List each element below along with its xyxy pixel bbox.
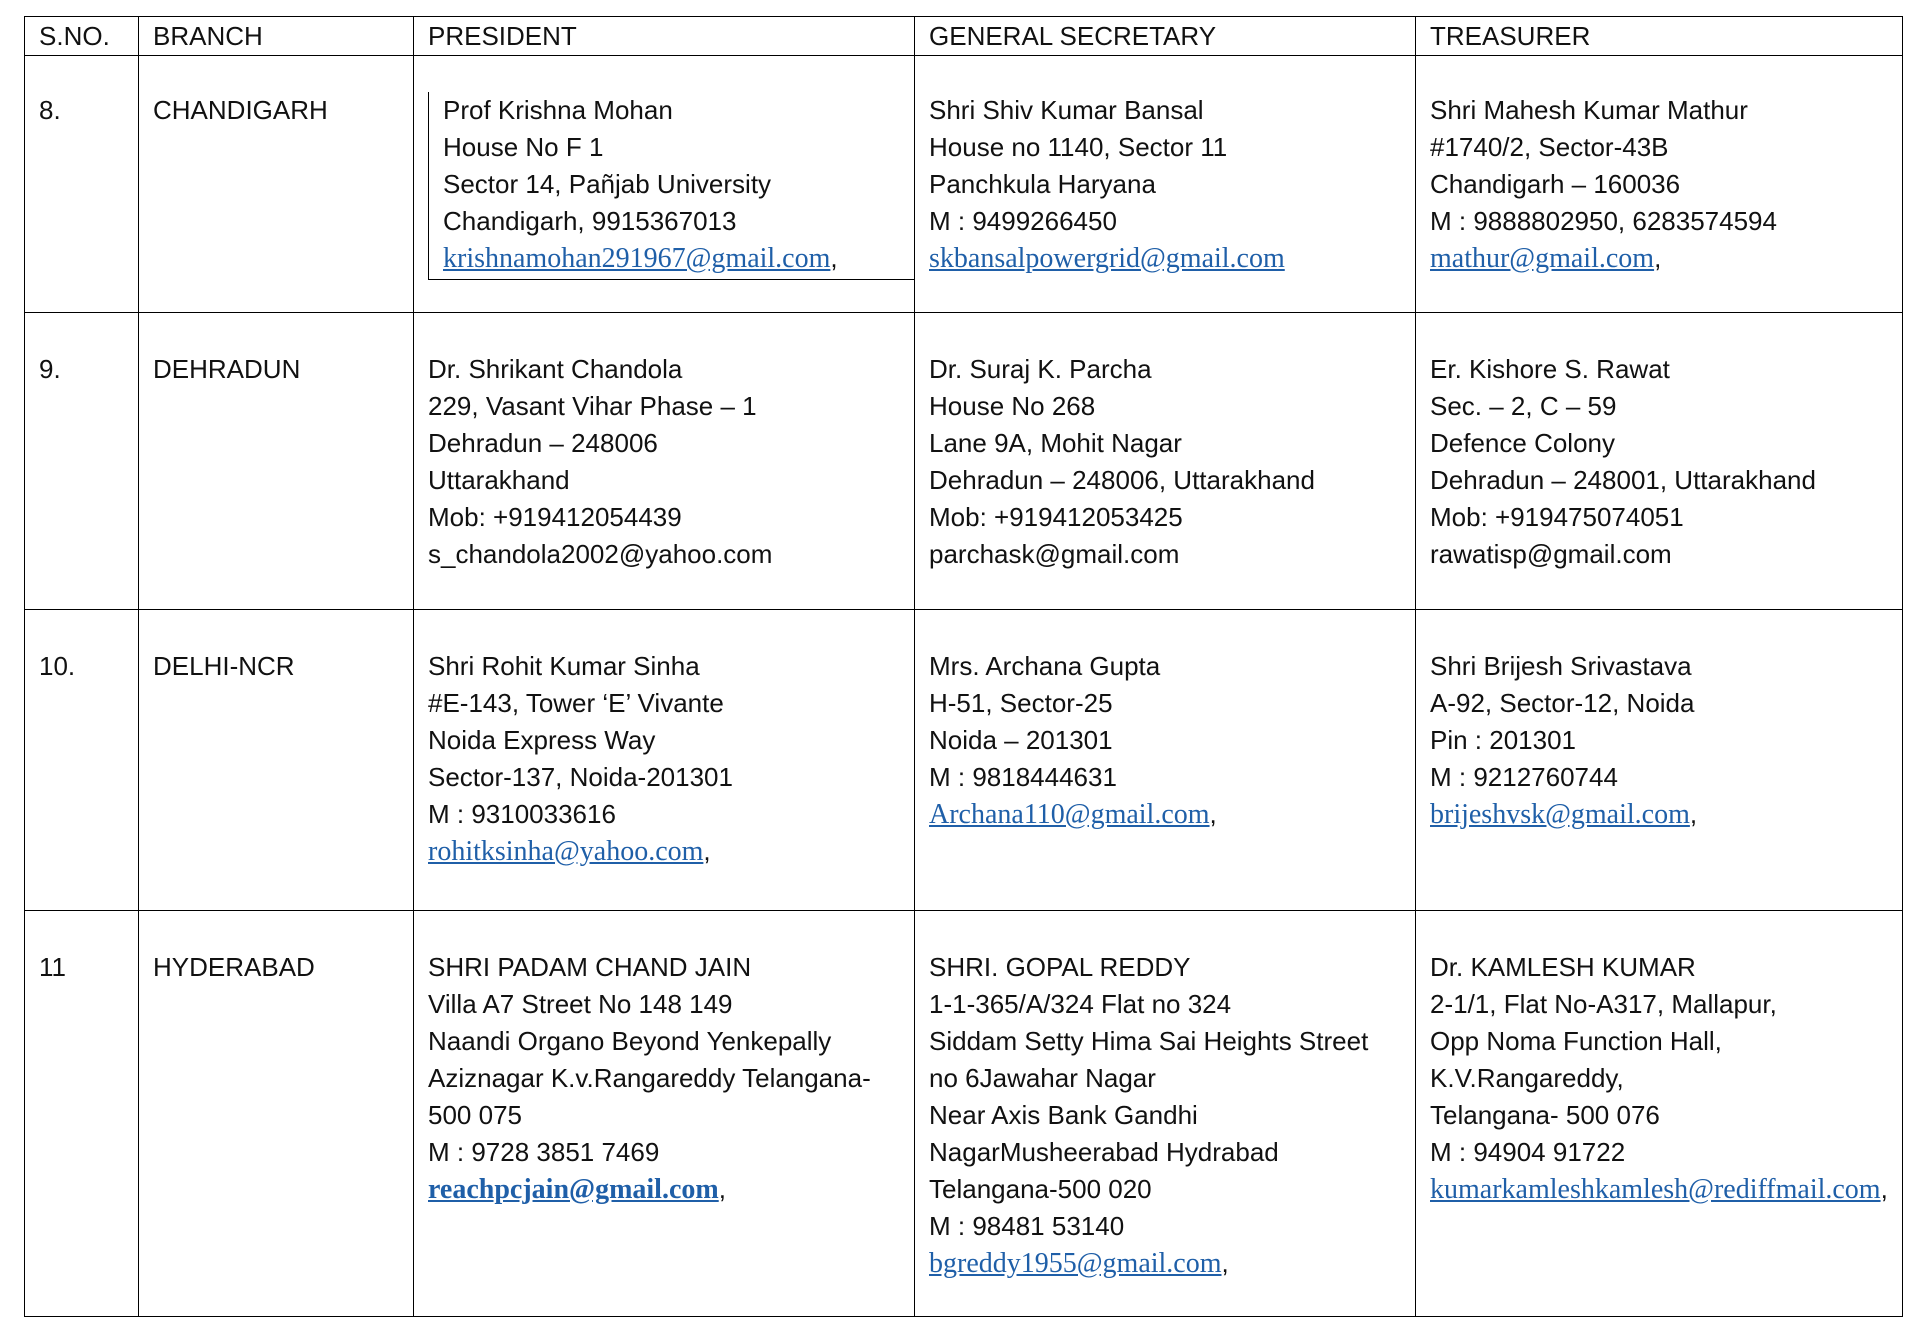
contact-line: M : 9212760744 — [1430, 762, 1618, 792]
contact-line: Dehradun – 248001, Uttarakhand — [1430, 465, 1816, 495]
email-link[interactable]: brijeshvsk@gmail.com — [1430, 799, 1690, 830]
contact-line: Opp Noma Function Hall, — [1430, 1026, 1722, 1056]
contact-line: Shri Brijesh Srivastava — [1430, 651, 1692, 681]
contact-email: s_chandola2002@yahoo.com — [428, 539, 773, 569]
contact-line: Near Axis Bank Gandhi — [929, 1100, 1198, 1130]
contact-line: #1740/2, Sector-43B — [1430, 132, 1669, 162]
contact-line: Siddam Setty Hima Sai Heights Street — [929, 1026, 1369, 1056]
contact-line: Villa A7 Street No 148 149 — [428, 989, 733, 1019]
table-row — [25, 911, 1903, 1317]
email-link[interactable]: krishnamohan291967@gmail.com — [443, 243, 831, 274]
contact-line: Chandigarh – 160036 — [1430, 169, 1681, 199]
branch-name: HYDERABAD — [153, 952, 315, 982]
table-row — [25, 313, 1903, 610]
president-contact-box — [428, 92, 914, 280]
header-sno: S.NO. — [25, 17, 139, 56]
general-secretary-cell — [915, 56, 1416, 313]
contact-line: Dr. KAMLESH KUMAR — [1430, 952, 1696, 982]
contact-line: Noida Express Way — [428, 725, 656, 755]
header-president: PRESIDENT — [414, 17, 915, 56]
contact-line: Er. Kishore S. Rawat — [1430, 354, 1670, 384]
contact-line: House No F 1 — [443, 132, 604, 162]
sno-cell — [25, 313, 139, 610]
contact-line: M : 9818444631 — [929, 762, 1117, 792]
contact-line: 2-1/1, Flat No-A317, Mallapur, — [1430, 989, 1777, 1019]
email-link[interactable]: rohitksinha@yahoo.com — [428, 836, 704, 867]
contact-line: Sec. – 2, C – 59 — [1430, 391, 1617, 421]
branch-office-bearers-table — [24, 16, 1903, 1317]
contact-line: Lane 9A, Mohit Nagar — [929, 428, 1182, 458]
contact-line: no 6Jawahar Nagar — [929, 1063, 1156, 1093]
contact-line: 500 075 — [428, 1100, 522, 1130]
contact-line: Shri Shiv Kumar Bansal — [929, 95, 1204, 125]
sno-value: 8. — [39, 95, 61, 125]
contact-line: M : 9728 3851 7469 — [428, 1137, 660, 1167]
contact-line: Noida – 201301 — [929, 725, 1113, 755]
president-cell — [414, 610, 915, 911]
general-secretary-cell — [915, 313, 1416, 610]
contact-line: Shri Mahesh Kumar Mathur — [1430, 95, 1748, 125]
table-row — [25, 56, 1903, 313]
contact-email: rawatisp@gmail.com — [1430, 539, 1672, 569]
email-trail: , — [1221, 1248, 1229, 1278]
president-cell — [414, 313, 915, 610]
contact-line: Defence Colony — [1430, 428, 1615, 458]
contact-line: Chandigarh, 9915367013 — [443, 206, 737, 236]
contact-line: Telangana- 500 076 — [1430, 1100, 1660, 1130]
contact-line: M : 94904 91722 — [1430, 1137, 1626, 1167]
general-secretary-cell — [915, 610, 1416, 911]
email-link[interactable]: Archana110@gmail.com — [929, 799, 1210, 830]
general-secretary-cell — [915, 911, 1416, 1317]
email-trail: , — [703, 836, 711, 866]
table-header-row — [25, 17, 1903, 56]
email-trail: , — [1654, 243, 1662, 273]
email-link[interactable]: kumarkamleshkamlesh@rediffmail.com — [1430, 1174, 1881, 1205]
contact-line: M : 9888802950, 6283574594 — [1430, 206, 1777, 236]
contact-line: M : 9499266450 — [929, 206, 1117, 236]
contact-line: 229, Vasant Vihar Phase – 1 — [428, 391, 757, 421]
email-link[interactable]: mathur@gmail.com — [1430, 243, 1655, 274]
contact-line: House no 1140, Sector 11 — [929, 132, 1228, 162]
contact-line: NagarMusheerabad Hydrabad — [929, 1137, 1279, 1167]
contact-line: Dr. Suraj K. Parcha — [929, 354, 1152, 384]
contact-line: Sector-137, Noida-201301 — [428, 762, 733, 792]
email-link[interactable]: reachpcjain@gmail.com — [428, 1174, 719, 1205]
header-treasurer: TREASURER — [1416, 17, 1903, 56]
branch-office-bearers-sheet — [24, 16, 1902, 1317]
treasurer-cell — [1416, 313, 1903, 610]
contact-line: Mob: +919412053425 — [929, 502, 1183, 532]
branch-name: CHANDIGARH — [153, 95, 328, 125]
contact-line: Mob: +919475074051 — [1430, 502, 1684, 532]
sno-value: 9. — [39, 354, 61, 384]
sno-cell — [25, 610, 139, 911]
treasurer-cell — [1416, 911, 1903, 1317]
contact-line: House No 268 — [929, 391, 1096, 421]
email-link[interactable]: skbansalpowergrid@gmail.com — [929, 243, 1285, 274]
sno-value: 11 — [39, 952, 66, 982]
contact-line: Aziznagar K.v.Rangareddy Telangana- — [428, 1063, 871, 1093]
contact-line: 1-1-365/A/324 Flat no 324 — [929, 989, 1232, 1019]
contact-line: M : 98481 53140 — [929, 1211, 1125, 1241]
president-cell — [414, 911, 915, 1317]
contact-line: Prof Krishna Mohan — [443, 95, 673, 125]
treasurer-cell — [1416, 610, 1903, 911]
treasurer-cell — [1416, 56, 1903, 313]
contact-line: Shri Rohit Kumar Sinha — [428, 651, 700, 681]
sno-value: 10. — [39, 651, 76, 681]
branch-cell — [139, 56, 414, 313]
email-trail: , — [1689, 799, 1698, 829]
contact-line: Telangana-500 020 — [929, 1174, 1152, 1204]
contact-email: parchask@gmail.com — [929, 539, 1180, 569]
branch-name: DEHRADUN — [153, 354, 301, 384]
contact-line: #E-143, Tower ‘E’ Vivante — [428, 688, 724, 718]
contact-line: Uttarakhand — [428, 465, 570, 495]
president-cell — [414, 56, 915, 313]
sno-cell — [25, 56, 139, 313]
contact-line: SHRI. GOPAL REDDY — [929, 952, 1191, 982]
email-trail: , — [830, 243, 838, 273]
branch-cell — [139, 313, 414, 610]
contact-line: Sector 14, Pañjab University — [443, 169, 772, 199]
branch-name: DELHI-NCR — [153, 651, 295, 681]
contact-line: Pin : 201301 — [1430, 725, 1577, 755]
sno-cell — [25, 911, 139, 1317]
contact-line: SHRI PADAM CHAND JAIN — [428, 952, 752, 982]
email-trail: , — [718, 1174, 726, 1204]
contact-line: Mob: +919412054439 — [428, 502, 682, 532]
contact-line: A-92, Sector-12, Noida — [1430, 688, 1695, 718]
contact-line: K.V.Rangareddy, — [1430, 1063, 1624, 1093]
header-general-secretary: GENERAL SECRETARY — [915, 17, 1416, 56]
contact-line: M : 9310033616 — [428, 799, 616, 829]
contact-line: Dehradun – 248006 — [428, 428, 658, 458]
contact-line: H-51, Sector-25 — [929, 688, 1113, 718]
contact-line: Naandi Organo Beyond Yenkepally — [428, 1026, 832, 1056]
email-trail: , — [1209, 799, 1217, 829]
contact-line: Dehradun – 248006, Uttarakhand — [929, 465, 1315, 495]
branch-cell — [139, 610, 414, 911]
email-trail: , — [1880, 1174, 1888, 1204]
contact-line: Mrs. Archana Gupta — [929, 651, 1161, 681]
table-row — [25, 610, 1903, 911]
contact-line: Dr. Shrikant Chandola — [428, 354, 683, 384]
branch-cell — [139, 911, 414, 1317]
email-link[interactable]: bgreddy1955@gmail.com — [929, 1248, 1222, 1279]
contact-line: Panchkula Haryana — [929, 169, 1156, 199]
header-branch: BRANCH — [139, 17, 414, 56]
